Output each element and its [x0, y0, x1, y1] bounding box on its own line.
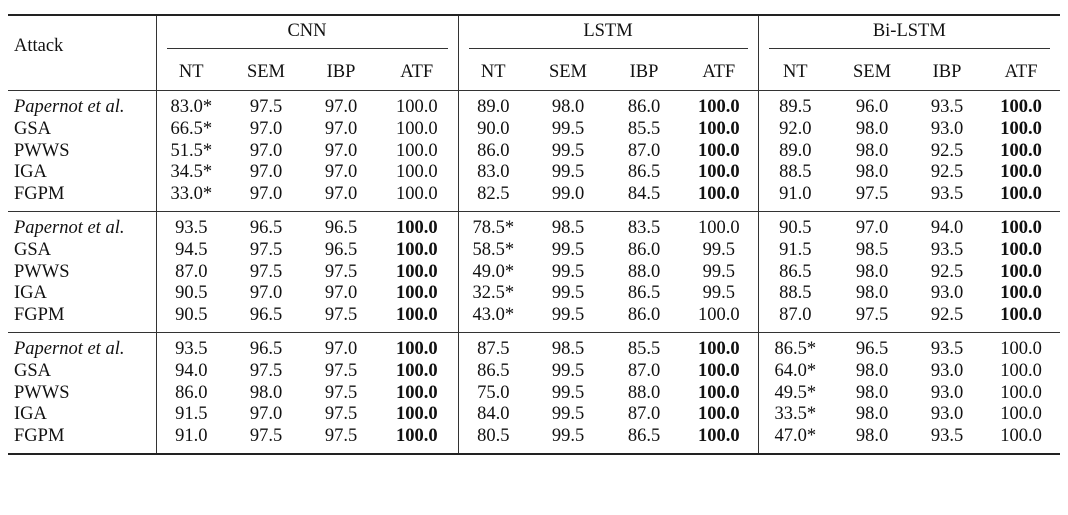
table-row — [8, 404, 1060, 426]
attack-column-header: Attack — [8, 15, 156, 91]
value-cell: 78.5* — [458, 211, 528, 239]
value-cell: 97.5 — [324, 261, 358, 282]
value-cell: 97.0 — [324, 283, 358, 304]
value-cell: 86.0 — [458, 141, 528, 163]
table-row — [8, 141, 1060, 163]
value-cell: 83.0* — [156, 91, 226, 119]
value-cell: 51.5* — [156, 141, 226, 163]
value-cell: 100.0 — [1000, 305, 1042, 326]
attack-name-cell: GSA — [14, 118, 52, 139]
value-cell: 97.5 — [855, 305, 889, 326]
value-cell: 97.0 — [249, 118, 283, 139]
value-cell: 75.0 — [458, 383, 528, 405]
value-cell: 97.5 — [249, 261, 283, 282]
attack-name-cell: GSA — [14, 239, 52, 260]
value-cell: 86.5 — [758, 262, 832, 284]
value-cell: 97.5 — [324, 305, 358, 326]
value-cell: 86.0 — [627, 239, 661, 260]
value-cell: 83.5 — [608, 211, 680, 239]
value-cell: 100.0 — [697, 382, 740, 403]
value-cell: 97.5 — [226, 426, 306, 454]
value-cell: 97.0 — [249, 404, 283, 425]
group-header-bilstm — [758, 15, 1060, 54]
value-cell: 100.0 — [395, 162, 438, 183]
value-cell: 99.5 — [551, 283, 585, 304]
value-cell: 100.0 — [680, 426, 758, 454]
value-cell: 92.5 — [930, 261, 964, 282]
metric-header-bi-lstm-atf: ATF — [1004, 61, 1038, 82]
value-cell: 96.5 — [249, 305, 283, 326]
attack-name-cell: PWWS — [14, 382, 70, 403]
table-body — [8, 91, 1060, 454]
table-row — [8, 361, 1060, 383]
table-row — [8, 211, 1060, 239]
group-header-bilstm-label: Bi-LSTM — [769, 21, 1051, 49]
value-cell: 94.0 — [912, 211, 982, 239]
attack-name-cell: Papernot et al. — [8, 91, 156, 119]
value-cell: 92.5 — [930, 140, 964, 161]
value-cell: 97.0 — [306, 91, 376, 119]
value-cell: 88.5 — [758, 283, 832, 305]
value-cell: 98.0 — [832, 426, 912, 454]
value-cell: 97.0 — [324, 140, 358, 161]
value-cell: 100.0 — [982, 426, 1060, 454]
value-cell: 100.0 — [395, 239, 438, 260]
value-cell: 85.5 — [608, 332, 680, 360]
value-cell: 100.0 — [1000, 140, 1042, 161]
value-cell: 93.5 — [156, 211, 226, 239]
value-cell: 88.5 — [758, 162, 832, 184]
value-cell: 93.0 — [930, 283, 964, 304]
value-cell: 34.5* — [156, 162, 226, 184]
value-cell: 100.0 — [395, 140, 438, 161]
table-row — [8, 383, 1060, 405]
metric-header-lstm-atf: ATF — [702, 61, 736, 82]
value-cell: 87.5 — [458, 332, 528, 360]
value-cell: 90.0 — [458, 119, 528, 141]
value-cell: 80.5 — [458, 426, 528, 454]
value-cell: 100.0 — [982, 91, 1060, 119]
value-cell: 90.5 — [156, 283, 226, 305]
attack-name-cell: FGPM — [8, 426, 156, 454]
attack-name-cell: GSA — [14, 360, 52, 381]
value-cell: 100.0 — [697, 118, 740, 139]
value-cell: 85.5 — [627, 118, 661, 139]
metric-header-bi-lstm-sem: SEM — [853, 61, 892, 82]
value-cell: 99.5 — [551, 239, 585, 260]
value-cell: 87.0 — [627, 360, 661, 381]
value-cell: 97.0 — [249, 162, 283, 183]
value-cell: 91.0 — [156, 426, 226, 454]
attack-name-cell: PWWS — [14, 261, 70, 282]
value-cell: 88.0 — [627, 261, 661, 282]
value-cell: 100.0 — [982, 211, 1060, 239]
value-cell: 100.0 — [1000, 162, 1042, 183]
value-cell: 97.0 — [324, 118, 358, 139]
value-cell: 96.5 — [832, 332, 912, 360]
value-cell: 94.0 — [156, 361, 226, 383]
table-row — [8, 332, 1060, 360]
value-cell: 93.5 — [912, 91, 982, 119]
metric-header-lstm-nt: NT — [458, 54, 528, 91]
value-cell: 100.0 — [697, 162, 740, 183]
value-cell: 98.0 — [855, 118, 889, 139]
value-cell: 100.0 — [697, 404, 740, 425]
value-cell: 97.5 — [324, 382, 358, 403]
value-cell: 87.0 — [627, 140, 661, 161]
value-cell: 97.0 — [832, 211, 912, 239]
value-cell: 98.0 — [855, 360, 889, 381]
value-cell: 82.5 — [458, 184, 528, 211]
attack-name-cell: IGA — [14, 162, 47, 183]
value-cell: 100.0 — [982, 332, 1060, 360]
table-row — [8, 162, 1060, 184]
value-cell: 100.0 — [395, 305, 438, 326]
value-cell: 100.0 — [680, 91, 758, 119]
value-cell: 93.0 — [930, 382, 964, 403]
value-cell: 86.5 — [608, 426, 680, 454]
value-cell: 100.0 — [1000, 283, 1042, 304]
value-cell: 99.5 — [702, 239, 735, 260]
value-cell: 98.0 — [855, 140, 889, 161]
value-cell: 98.0 — [249, 382, 283, 403]
value-cell: 99.5 — [551, 140, 585, 161]
value-cell: 99.5 — [702, 261, 735, 282]
value-cell: 58.5* — [458, 240, 528, 262]
value-cell: 93.0 — [930, 404, 964, 425]
value-cell: 100.0 — [697, 305, 740, 326]
value-cell: 98.0 — [855, 382, 889, 403]
value-cell: 98.0 — [855, 283, 889, 304]
value-cell: 100.0 — [1000, 184, 1042, 205]
value-cell: 100.0 — [697, 184, 740, 205]
value-cell: 98.5 — [855, 239, 889, 260]
value-cell: 100.0 — [1000, 239, 1042, 260]
value-cell: 99.5 — [551, 360, 585, 381]
value-cell: 100.0 — [376, 211, 458, 239]
value-cell: 96.5 — [324, 239, 358, 260]
value-cell: 91.0 — [758, 184, 832, 211]
table-row — [8, 262, 1060, 284]
value-cell: 91.5 — [156, 404, 226, 426]
value-cell: 33.5* — [758, 404, 832, 426]
value-cell: 93.5 — [930, 239, 964, 260]
value-cell: 100.0 — [697, 360, 740, 381]
attack-name-cell: IGA — [14, 404, 47, 425]
value-cell: 93.5 — [912, 426, 982, 454]
value-cell: 93.0 — [930, 360, 964, 381]
value-cell: 100.0 — [1000, 261, 1042, 282]
value-cell: 100.0 — [1000, 118, 1042, 139]
value-cell: 87.0 — [156, 262, 226, 284]
value-cell: 92.0 — [758, 119, 832, 141]
value-cell: 87.0 — [627, 404, 661, 425]
results-table — [8, 14, 1060, 455]
value-cell: 100.0 — [1000, 382, 1042, 403]
value-cell: 100.0 — [697, 140, 740, 161]
value-cell: 64.0* — [758, 361, 832, 383]
group-header-cnn-label: CNN — [167, 21, 448, 49]
value-cell: 99.5 — [528, 426, 608, 454]
table-row — [8, 305, 1060, 332]
value-cell: 100.0 — [376, 426, 458, 454]
value-cell: 90.5 — [156, 305, 226, 332]
value-cell: 89.5 — [758, 91, 832, 119]
value-cell: 100.0 — [1000, 404, 1042, 425]
table-row — [8, 240, 1060, 262]
results-table-container — [8, 14, 1060, 455]
value-cell: 100.0 — [376, 332, 458, 360]
value-cell: 97.5 — [249, 239, 283, 260]
attack-name-cell: FGPM — [14, 184, 65, 205]
value-cell: 89.0 — [458, 91, 528, 119]
metric-header-bi-lstm-ibp: IBP — [932, 61, 962, 82]
value-cell: 86.5 — [627, 162, 661, 183]
value-cell: 100.0 — [395, 382, 438, 403]
value-cell: 97.0 — [249, 283, 283, 304]
value-cell: 100.0 — [680, 211, 758, 239]
value-cell: 100.0 — [395, 360, 438, 381]
header-row-metrics — [8, 54, 1060, 91]
value-cell: 100.0 — [395, 283, 438, 304]
value-cell: 98.0 — [855, 404, 889, 425]
value-cell: 99.5 — [551, 404, 585, 425]
value-cell: 100.0 — [395, 404, 438, 425]
value-cell: 86.0 — [608, 91, 680, 119]
metric-header-cnn-nt: NT — [156, 54, 226, 91]
table-row — [8, 426, 1060, 454]
metric-header-bi-lstm-nt: NT — [758, 54, 832, 91]
attack-name-cell: PWWS — [14, 140, 70, 161]
value-cell: 100.0 — [1000, 360, 1042, 381]
table-row — [8, 184, 1060, 211]
value-cell: 96.5 — [226, 332, 306, 360]
value-cell: 94.5 — [156, 240, 226, 262]
value-cell: 92.5 — [930, 305, 964, 326]
value-cell: 93.5 — [912, 332, 982, 360]
group-header-cnn — [156, 15, 458, 54]
value-cell: 93.0 — [930, 118, 964, 139]
metric-header-lstm-sem: SEM — [548, 61, 588, 82]
group-header-lstm — [458, 15, 758, 54]
value-cell: 98.5 — [528, 332, 608, 360]
attack-name-cell: FGPM — [14, 305, 65, 326]
value-cell: 89.0 — [758, 141, 832, 163]
value-cell: 86.5* — [758, 332, 832, 360]
value-cell: 84.5 — [627, 184, 661, 205]
value-cell: 99.5 — [551, 261, 585, 282]
value-cell: 100.0 — [395, 118, 438, 139]
value-cell: 88.0 — [627, 382, 661, 403]
value-cell: 97.5 — [324, 360, 358, 381]
group-header-lstm-label: LSTM — [469, 21, 748, 49]
value-cell: 99.5 — [551, 382, 585, 403]
value-cell: 32.5* — [458, 283, 528, 305]
value-cell: 99.5 — [551, 162, 585, 183]
value-cell: 97.5 — [306, 426, 376, 454]
value-cell: 99.5 — [702, 283, 735, 304]
table-row — [8, 119, 1060, 141]
value-cell: 97.0 — [324, 184, 358, 205]
value-cell: 83.0 — [458, 162, 528, 184]
attack-name-cell: Papernot et al. — [8, 332, 156, 360]
table-row — [8, 283, 1060, 305]
value-cell: 92.5 — [930, 162, 964, 183]
metric-header-cnn-ibp: IBP — [326, 61, 356, 82]
value-cell: 97.5 — [855, 184, 889, 205]
value-cell: 84.0 — [458, 404, 528, 426]
value-cell: 97.5 — [249, 360, 283, 381]
value-cell: 99.5 — [551, 305, 585, 326]
value-cell: 90.5 — [758, 211, 832, 239]
value-cell: 97.0 — [306, 332, 376, 360]
value-cell: 100.0 — [395, 184, 438, 205]
metric-header-cnn-sem: SEM — [246, 61, 286, 82]
value-cell: 97.0 — [324, 162, 358, 183]
value-cell: 33.0* — [156, 184, 226, 211]
value-cell: 98.0 — [855, 162, 889, 183]
value-cell: 43.0* — [458, 305, 528, 332]
value-cell: 93.5 — [930, 184, 964, 205]
value-cell: 86.5 — [627, 283, 661, 304]
value-cell: 96.5 — [306, 211, 376, 239]
value-cell: 66.5* — [156, 119, 226, 141]
value-cell: 97.0 — [249, 140, 283, 161]
value-cell: 99.0 — [551, 184, 585, 205]
value-cell: 100.0 — [376, 91, 458, 119]
metric-header-lstm-ibp: IBP — [629, 61, 659, 82]
value-cell: 100.0 — [680, 332, 758, 360]
value-cell: 93.5 — [156, 332, 226, 360]
value-cell: 97.5 — [324, 404, 358, 425]
value-cell: 96.5 — [226, 211, 306, 239]
value-cell: 86.0 — [627, 305, 661, 326]
value-cell: 99.5 — [551, 118, 585, 139]
metric-header-cnn-atf: ATF — [400, 61, 434, 82]
value-cell: 98.0 — [528, 91, 608, 119]
value-cell: 86.5 — [458, 361, 528, 383]
value-cell: 49.5* — [758, 383, 832, 405]
value-cell: 49.0* — [458, 262, 528, 284]
value-cell: 91.5 — [758, 240, 832, 262]
attack-name-cell: Papernot et al. — [8, 211, 156, 239]
value-cell: 98.5 — [528, 211, 608, 239]
value-cell: 100.0 — [395, 261, 438, 282]
value-cell: 87.0 — [758, 305, 832, 332]
header-row-groups — [8, 15, 1060, 54]
value-cell: 97.5 — [226, 91, 306, 119]
value-cell: 97.0 — [249, 184, 283, 205]
value-cell: 86.0 — [156, 383, 226, 405]
attack-name-cell: IGA — [14, 283, 47, 304]
value-cell: 47.0* — [758, 426, 832, 454]
value-cell: 98.0 — [855, 261, 889, 282]
value-cell: 96.0 — [832, 91, 912, 119]
table-row — [8, 91, 1060, 119]
